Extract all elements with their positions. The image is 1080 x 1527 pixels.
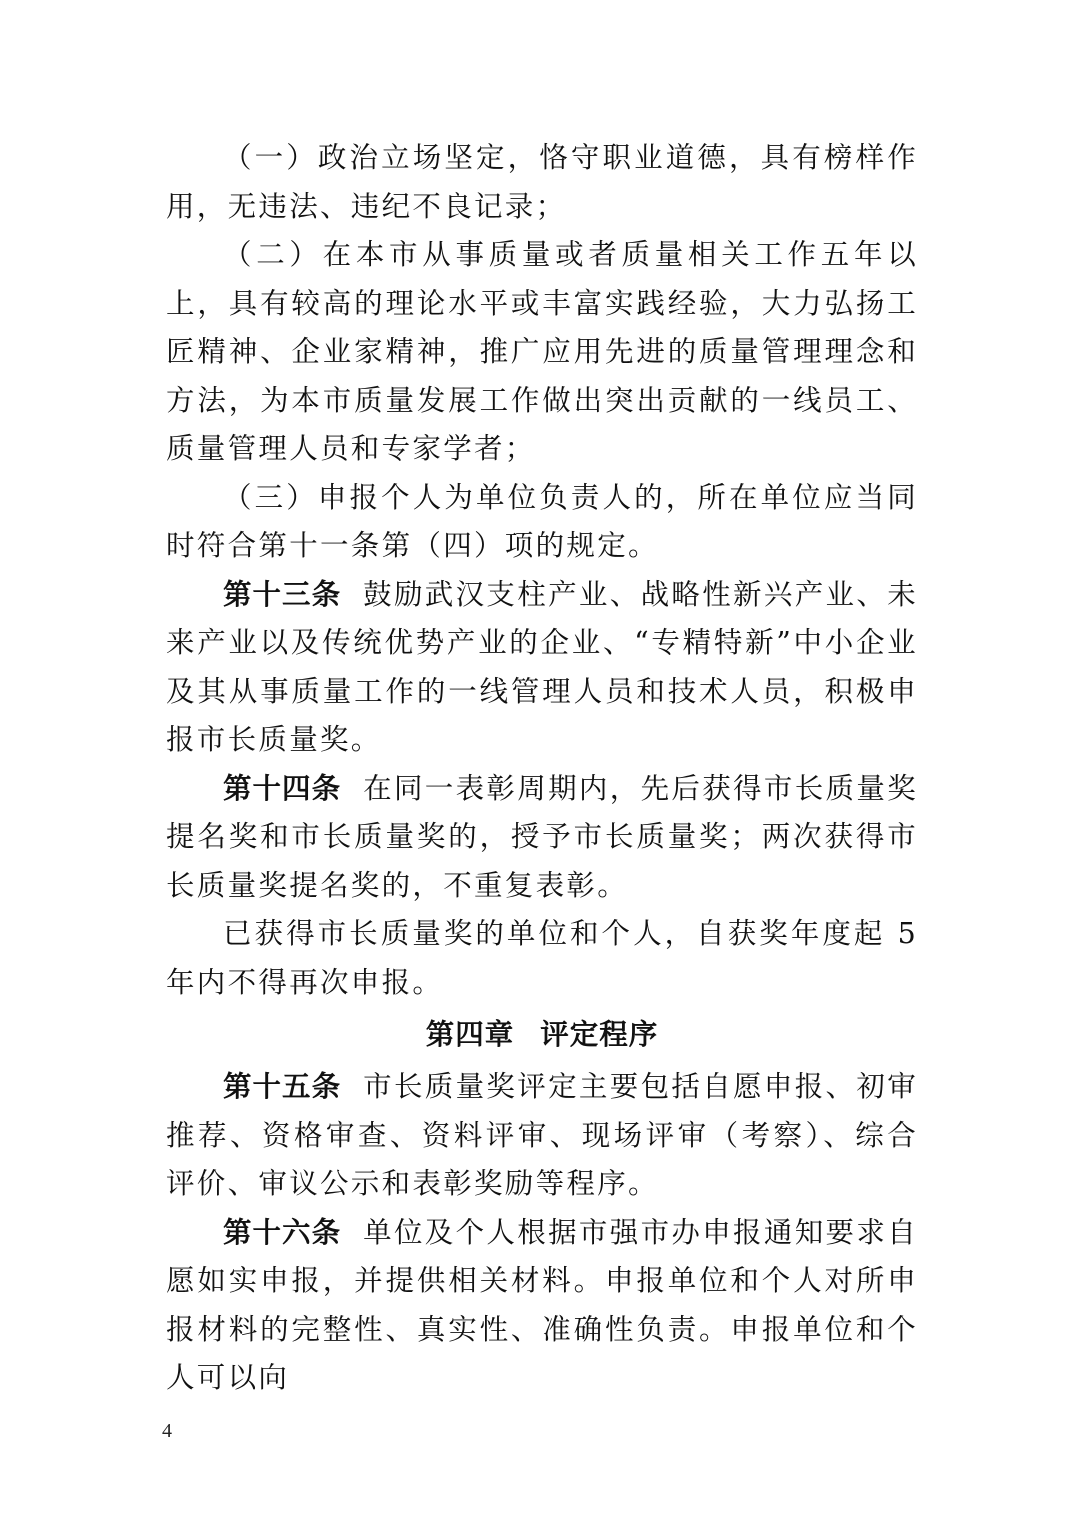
- chapter-title: 评定程序: [540, 1018, 659, 1051]
- article-15-number: 第十五条: [223, 1070, 342, 1103]
- article-13: [166, 571, 918, 765]
- article-15: [166, 1063, 918, 1209]
- clause-3: （三）申报个人为单位负责人的，所在单位应当同时符合第十一条第（四）项的规定。: [166, 480, 918, 562]
- article-16-number: 第十六条: [223, 1215, 342, 1249]
- article-15-text: 市长质量奖评定主要包括自愿申报、初审推荐、资格审查、资料评审、现场评审（考察）、综合评价、审议公示和表彰奖励等程序。: [166, 1070, 918, 1200]
- chapter-number: 第四章: [425, 1018, 515, 1051]
- article-14-text: 在同一表彰周期内，先后获得市长质量奖提名奖和市长质量奖的，授予市长质量奖；两次获得市长质量奖提名奖的，不重复表彰。: [166, 771, 918, 902]
- clause-2: （二）在本市从事质量或者质量相关工作五年以上，具有较高的理论水平或丰富实践经验，大力弘扬工匠精神、企业家精神，推广应用先进的质量管理理念和方法，为本市质量发展工作做出突出贡献的一线员工、质量管理人员和专家学者；: [166, 238, 918, 465]
- article-14: [166, 765, 918, 911]
- clause-1: （一）政治立场坚定，恪守职业道德，具有榜样作用，无违法、违纪不良记录；: [166, 141, 918, 223]
- page-number: 4: [162, 1420, 172, 1442]
- article-13-text: 鼓励武汉支柱产业、战略性新兴产业、未来产业以及传统优势产业的企业、“专精特新”中小企业及其从事质量工作的一线管理人员和技术人员，积极申报市长质量奖。: [166, 577, 918, 756]
- article-16-text: 单位及个人根据市强市办申报通知要求自愿如实申报，并提供相关材料。申报单位和个人对所申报材料的完整性、真实性、准确性负责。申报单位和个人可以向: [166, 1215, 918, 1394]
- article-16: [166, 1209, 918, 1403]
- article-14-number: 第十四条: [223, 771, 342, 805]
- document-page: [166, 134, 918, 1403]
- article-14-paragraph-2: 已获得市长质量奖的单位和个人，自获奖年度起 5 年内不得再次申报。: [166, 917, 918, 999]
- article-13-number: 第十三条: [223, 577, 342, 611]
- chapter-heading: [166, 1007, 918, 1063]
